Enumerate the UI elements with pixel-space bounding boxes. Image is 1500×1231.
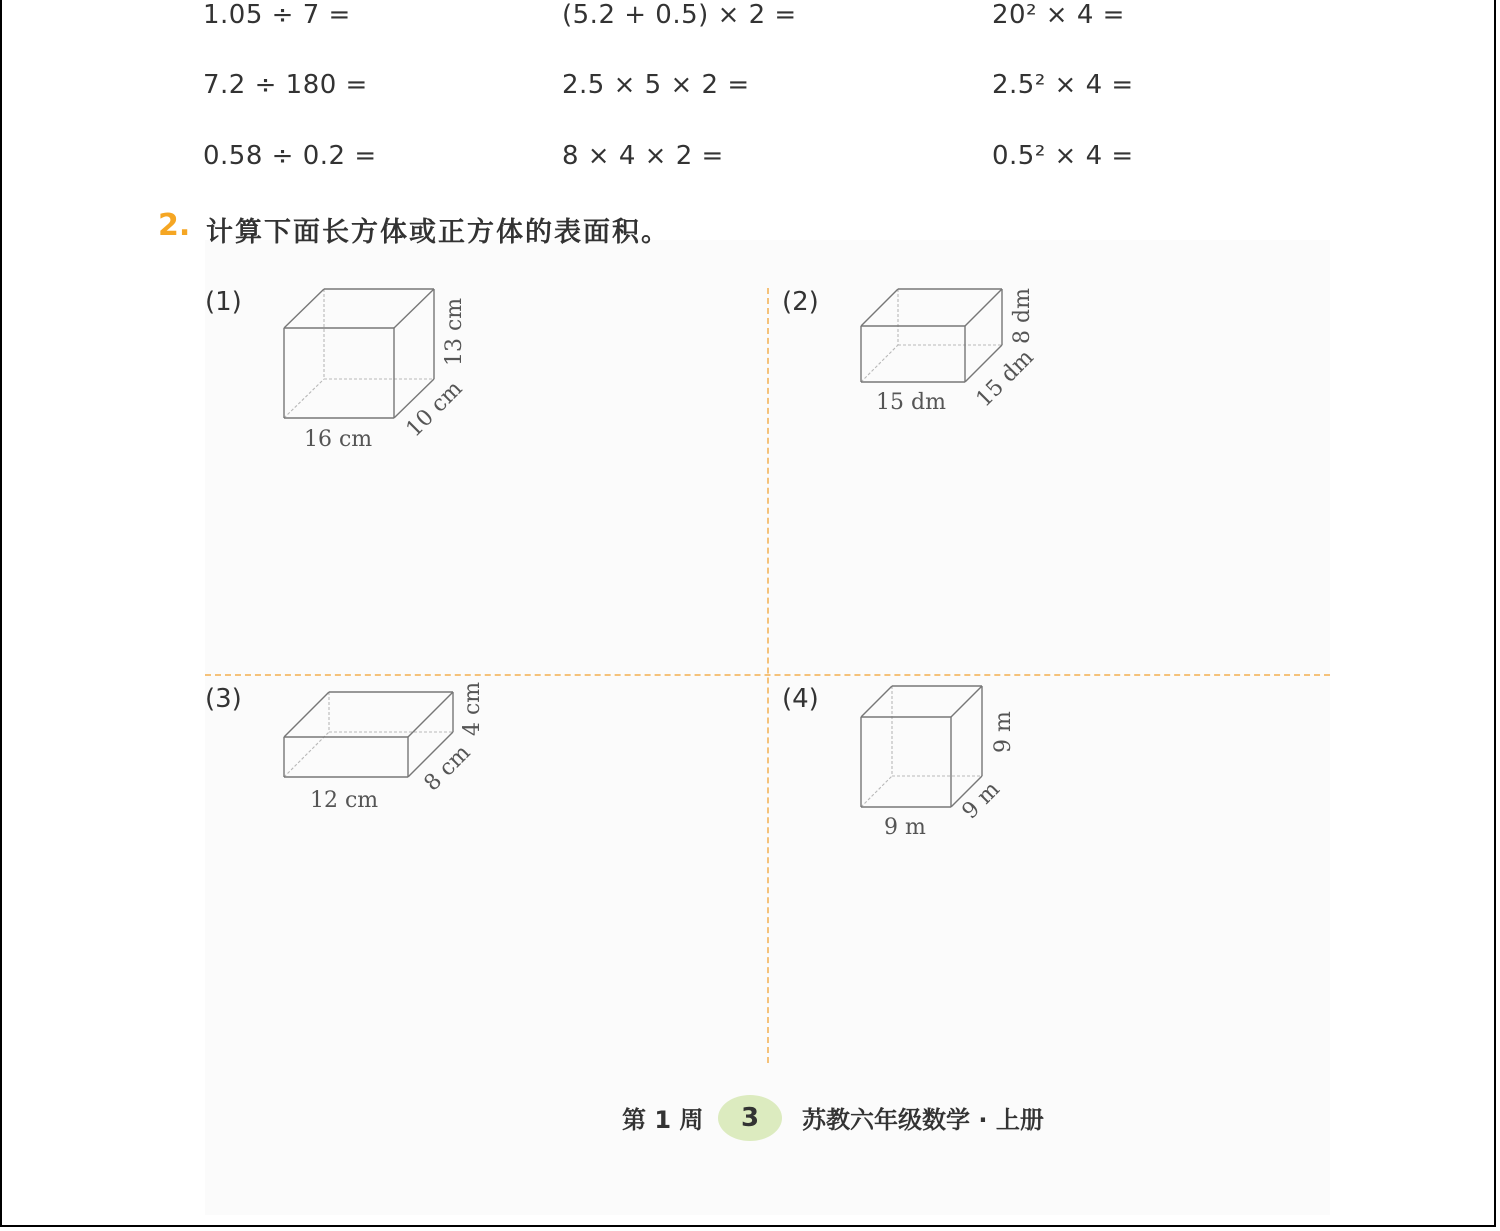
question-title: 计算下面长方体或正方体的表面积。 [206,217,670,248]
length-label: 9 m [884,815,926,840]
question-number: 2. [158,208,191,243]
cuboid-figure-1 [270,280,480,460]
expression: 0.58 ÷ 0.2 = [203,141,377,171]
height-label: 4 cm [460,681,485,736]
book-title: 苏教六年级数学 · 上册 [802,1106,1044,1134]
cube-figure-4 [848,675,1028,845]
cuboid-figure-2 [848,280,1058,430]
width-label: 10 cm [401,376,468,443]
length-label: 16 cm [304,427,373,452]
length-label: 15 dm [876,390,946,415]
cuboid-figure-3 [270,680,490,813]
item-label: (4) [782,684,819,714]
expression: 1.05 ÷ 7 = [203,0,351,30]
week-label: 第 1 周 [622,1106,704,1134]
length-label: 12 cm [310,788,379,813]
width-label: 8 cm [419,740,476,797]
expression: 2.5² × 4 = [992,70,1134,100]
item-label: (2) [782,287,819,317]
horizontal-divider [205,674,1330,676]
item-label: (3) [205,684,242,714]
item-label: (1) [205,287,242,317]
expression: 20² × 4 = [992,0,1125,30]
expression: 8 × 4 × 2 = [562,141,724,171]
expression: 0.5² × 4 = [992,141,1134,171]
expression: (5.2 + 0.5) × 2 = [562,0,797,30]
height-label: 9 m [991,711,1016,753]
page-number-badge: 3 [718,1095,782,1141]
height-label: 8 dm [1010,288,1035,344]
width-label: 15 dm [971,345,1039,413]
width-label: 9 m [957,776,1005,825]
expression: 2.5 × 5 × 2 = [562,70,750,100]
expression: 7.2 ÷ 180 = [203,70,368,100]
height-label: 13 cm [442,297,467,366]
